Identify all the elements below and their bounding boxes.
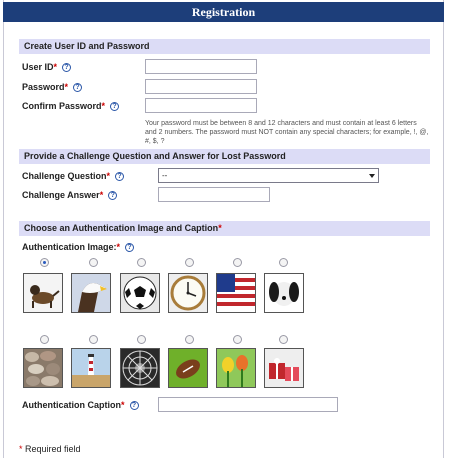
radio-football[interactable] [185,335,194,344]
radio-clock[interactable] [185,258,194,267]
password-input[interactable] [145,79,257,94]
user-id-label: User ID* ? [22,61,71,73]
confirm-password-label: Confirm Password* ? [22,100,119,112]
section-auth-header: Choose an Authentication Image and Caption* [19,221,430,236]
chevron-down-icon [369,174,375,178]
help-icon[interactable]: ? [108,191,117,200]
radio-us-flag[interactable] [233,258,242,267]
radio-pebbles[interactable] [40,335,49,344]
challenge-question-label: Challenge Question* ? [22,170,124,182]
auth-caption-label: Authentication Caption* ? [22,399,139,411]
help-icon[interactable]: ? [115,172,124,181]
auth-image-label: Authentication Image:* ? [22,241,134,253]
puppy-image[interactable] [264,273,304,313]
confirm-password-input[interactable] [145,98,257,113]
radio-soccer-ball[interactable] [137,258,146,267]
password-label: Password* ? [22,81,82,93]
dome-image[interactable] [120,348,160,388]
help-icon[interactable]: ? [125,243,134,252]
help-icon[interactable]: ? [130,401,139,410]
challenge-answer-label: Challenge Answer* ? [22,189,117,201]
help-icon[interactable]: ? [110,102,119,111]
soccer-ball-image[interactable] [120,273,160,313]
challenge-question-select[interactable]: -- [158,168,379,183]
user-id-input[interactable] [145,59,257,74]
radio-lighthouse[interactable] [89,335,98,344]
help-icon[interactable]: ? [62,63,71,72]
required-field-note: * Required field [19,444,81,454]
radio-dome[interactable] [137,335,146,344]
us-flag-image[interactable] [216,273,256,313]
section-challenge-header: Provide a Challenge Question and Answer for Lost Password [19,149,430,164]
lighthouse-image[interactable] [71,348,111,388]
football-image[interactable] [168,348,208,388]
gifts-image[interactable] [264,348,304,388]
help-icon[interactable]: ? [73,83,82,92]
radio-puppy[interactable] [279,258,288,267]
section-user-header: Create User ID and Password [19,39,430,54]
radio-gifts[interactable] [279,335,288,344]
tulips-image[interactable] [216,348,256,388]
password-rules-note: Your password must be between 8 and 12 characters and must contain at least 6 letters and 2 numbers. The password must NOT contain any special characters; for example, !, @, #, $, ? [145,120,429,145]
radio-tulips[interactable] [233,335,242,344]
auth-caption-input[interactable] [158,397,338,412]
dog-image[interactable] [23,273,63,313]
pebbles-image[interactable] [23,348,63,388]
radio-eagle[interactable] [89,258,98,267]
page-title: Registration [3,2,444,22]
radio-dog[interactable] [40,258,49,267]
eagle-image[interactable] [71,273,111,313]
clock-image[interactable] [168,273,208,313]
challenge-answer-input[interactable] [158,187,270,202]
